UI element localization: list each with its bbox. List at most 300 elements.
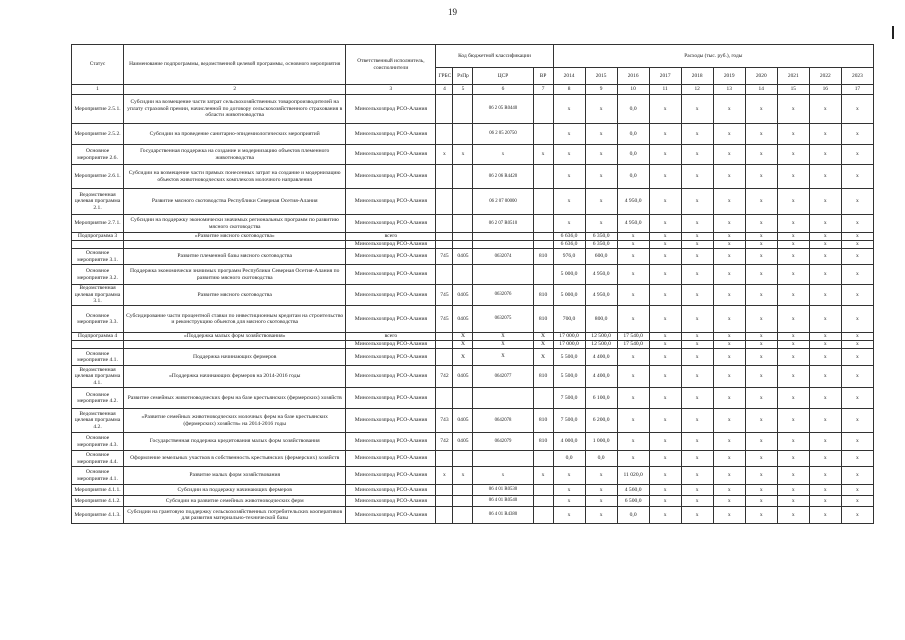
column-number: 15 bbox=[777, 85, 809, 95]
row-vr: 810 bbox=[533, 306, 553, 333]
row-year-value: x bbox=[745, 388, 777, 409]
row-year-value: x bbox=[713, 366, 745, 388]
row-year-value: x bbox=[585, 165, 617, 189]
row-year-value: x bbox=[681, 388, 713, 409]
row-year-value: x bbox=[681, 145, 713, 165]
row-year-value: 0,0 bbox=[617, 165, 649, 189]
row-year-value: x bbox=[777, 366, 809, 388]
row-year-value: x bbox=[713, 333, 745, 341]
row-year-value: x bbox=[745, 349, 777, 366]
row-year-value: x bbox=[841, 233, 873, 241]
row-year-value: x bbox=[649, 306, 681, 333]
row-grbs: 745 bbox=[436, 249, 453, 265]
row-year-value: x bbox=[681, 496, 713, 507]
row-year-value: x bbox=[841, 124, 873, 145]
row-rzpr: x bbox=[453, 145, 473, 165]
row-year-value: x bbox=[585, 95, 617, 124]
row-year-value: x bbox=[617, 241, 649, 249]
row-year-value: x bbox=[649, 95, 681, 124]
row-executor: Минсельхозпрод РСО-Алания bbox=[346, 95, 436, 124]
row-grbs bbox=[436, 189, 453, 215]
header-year: 2021 bbox=[777, 68, 809, 85]
row-year-value: x bbox=[713, 265, 745, 285]
row-status: Основное мероприятие 4.2. bbox=[72, 388, 124, 409]
row-executor: Минсельхозпрод РСО-Алания bbox=[346, 496, 436, 507]
row-year-value: x bbox=[809, 233, 841, 241]
row-year-value: x bbox=[681, 451, 713, 467]
column-number: 7 bbox=[533, 85, 553, 95]
row-grbs bbox=[436, 165, 453, 189]
row-name bbox=[124, 241, 346, 249]
row-csr: 06 4 01 R4380 bbox=[473, 507, 533, 524]
row-rzpr bbox=[453, 233, 473, 241]
row-year-value: x bbox=[745, 333, 777, 341]
row-year-value: x bbox=[585, 496, 617, 507]
row-year-value: x bbox=[841, 249, 873, 265]
row-year-value: x bbox=[841, 95, 873, 124]
column-number: 9 bbox=[585, 85, 617, 95]
row-year-value: x bbox=[777, 496, 809, 507]
row-year-value: x bbox=[841, 265, 873, 285]
row-vr bbox=[533, 165, 553, 189]
row-year-value: x bbox=[809, 249, 841, 265]
row-year-value: x bbox=[713, 189, 745, 215]
header-year: 2015 bbox=[585, 68, 617, 85]
row-name: Субсидии на возмещение части прямых понесенных затрат на создание и модернизацию объектов животноводческих комплексов молочного направления bbox=[124, 165, 346, 189]
row-rzpr bbox=[453, 95, 473, 124]
row-year-value: x bbox=[809, 95, 841, 124]
header-budget-code: Код бюджетной классификации bbox=[436, 45, 553, 68]
row-year-value: x bbox=[585, 507, 617, 524]
row-status: Ведомственная целевая программа 3.1. bbox=[72, 285, 124, 306]
row-csr: 06 2 05 20750 bbox=[473, 124, 533, 145]
row-grbs bbox=[436, 341, 453, 349]
row-vr bbox=[533, 388, 553, 409]
row-year-value: 11 020,0 bbox=[617, 467, 649, 485]
row-grbs bbox=[436, 333, 453, 341]
header-expenses: Расходы (тыс. руб.), годы bbox=[553, 45, 873, 68]
row-executor: Минсельхозпрод РСО-Алания bbox=[346, 507, 436, 524]
row-year-value: x bbox=[841, 165, 873, 189]
row-grbs bbox=[436, 215, 453, 233]
table-row bbox=[72, 306, 874, 333]
row-year-value: x bbox=[777, 249, 809, 265]
row-grbs: x bbox=[436, 467, 453, 485]
row-year-value: x bbox=[681, 165, 713, 189]
row-year-value: x bbox=[617, 285, 649, 306]
row-status bbox=[72, 341, 124, 349]
row-year-value: 6 350,0 bbox=[585, 233, 617, 241]
header-year: 2022 bbox=[809, 68, 841, 85]
row-year-value: x bbox=[809, 409, 841, 433]
row-name: «Поддержка начинающих фермеров на 2014-2016 годы bbox=[124, 366, 346, 388]
row-year-value: x bbox=[617, 306, 649, 333]
row-vr: X bbox=[533, 333, 553, 341]
row-year-value: 0,0 bbox=[585, 451, 617, 467]
row-year-value: x bbox=[713, 124, 745, 145]
row-name: Поддержка экономически значимых программ Республики Северная Осетия-Алания по развитию мясного скотоводства bbox=[124, 265, 346, 285]
row-rzpr bbox=[453, 189, 473, 215]
row-year-value: x bbox=[553, 215, 585, 233]
row-name: «Развитие мясного скотоводства» bbox=[124, 233, 346, 241]
row-year-value: x bbox=[745, 507, 777, 524]
row-year-value: x bbox=[745, 249, 777, 265]
row-rzpr: 0405 bbox=[453, 366, 473, 388]
row-executor: Минсельхозпрод РСО-Алания bbox=[346, 285, 436, 306]
row-year-value: x bbox=[713, 145, 745, 165]
row-year-value: x bbox=[681, 189, 713, 215]
row-executor: Минсельхозпрод РСО-Алания bbox=[346, 451, 436, 467]
row-year-value: x bbox=[617, 249, 649, 265]
row-year-value: x bbox=[777, 95, 809, 124]
row-year-value: x bbox=[809, 433, 841, 451]
row-year-value: 17 540,0 bbox=[617, 341, 649, 349]
row-vr: x bbox=[533, 145, 553, 165]
row-year-value: x bbox=[713, 95, 745, 124]
row-vr bbox=[533, 507, 553, 524]
row-year-value: x bbox=[841, 341, 873, 349]
row-name: Развитие мясного скотоводства Республики Северная Осетия-Алания bbox=[124, 189, 346, 215]
row-csr: X bbox=[473, 341, 533, 349]
row-year-value: x bbox=[841, 366, 873, 388]
row-rzpr bbox=[453, 451, 473, 467]
row-year-value: x bbox=[841, 306, 873, 333]
row-name: Субсидии на поддержку экономически значимых региональных программ по развитию мясного скотоводства bbox=[124, 215, 346, 233]
row-year-value: x bbox=[553, 467, 585, 485]
row-year-value: x bbox=[777, 265, 809, 285]
row-year-value: x bbox=[681, 409, 713, 433]
header-code-col: ГРБС bbox=[436, 68, 453, 85]
row-year-value: 0,0 bbox=[617, 145, 649, 165]
table-row bbox=[72, 341, 874, 349]
column-number: 13 bbox=[713, 85, 745, 95]
row-vr bbox=[533, 265, 553, 285]
row-year-value: x bbox=[713, 467, 745, 485]
row-year-value: x bbox=[745, 306, 777, 333]
row-executor: Минсельхозпрод РСО-Алания bbox=[346, 265, 436, 285]
row-rzpr bbox=[453, 215, 473, 233]
row-year-value: x bbox=[777, 388, 809, 409]
row-rzpr bbox=[453, 507, 473, 524]
row-year-value: x bbox=[585, 189, 617, 215]
row-year-value: x bbox=[617, 388, 649, 409]
scan-edge-mark bbox=[892, 26, 894, 39]
table-row bbox=[72, 215, 874, 233]
row-year-value: x bbox=[777, 349, 809, 366]
column-number: 3 bbox=[346, 85, 436, 95]
header-executor: Ответственный исполнитель, соисполнители bbox=[346, 45, 436, 85]
row-status: Ведомственная целевая программа 4.2. bbox=[72, 409, 124, 433]
table-row bbox=[72, 265, 874, 285]
row-csr: 06 2 07 00000 bbox=[473, 189, 533, 215]
row-year-value: 12 500,0 bbox=[585, 341, 617, 349]
row-rzpr: X bbox=[453, 341, 473, 349]
column-number: 8 bbox=[553, 85, 585, 95]
row-year-value: 7 500,0 bbox=[553, 409, 585, 433]
row-year-value: x bbox=[585, 215, 617, 233]
row-year-value: x bbox=[681, 249, 713, 265]
column-number: 12 bbox=[681, 85, 713, 95]
row-status: Основное мероприятие 4.3. bbox=[72, 433, 124, 451]
row-csr: 0632076 bbox=[473, 285, 533, 306]
column-number: 14 bbox=[745, 85, 777, 95]
row-year-value: 17 540,0 bbox=[617, 333, 649, 341]
row-year-value: x bbox=[809, 349, 841, 366]
row-status: Основное мероприятие 3.3. bbox=[72, 306, 124, 333]
row-grbs: 745 bbox=[436, 285, 453, 306]
row-year-value: 4 950,0 bbox=[585, 285, 617, 306]
row-year-value: x bbox=[841, 241, 873, 249]
row-executor: Минсельхозпрод РСО-Алания bbox=[346, 349, 436, 366]
row-status: Основное мероприятие 3.1. bbox=[72, 249, 124, 265]
table-row bbox=[72, 285, 874, 306]
row-year-value: x bbox=[649, 124, 681, 145]
row-year-value: x bbox=[713, 451, 745, 467]
row-year-value: x bbox=[681, 306, 713, 333]
row-csr bbox=[473, 233, 533, 241]
row-status: Подпрограмма 4 bbox=[72, 333, 124, 341]
header-code-col: ВР bbox=[533, 68, 553, 85]
header-year: 2023 bbox=[841, 68, 873, 85]
row-status: Мероприятие 4.1.2. bbox=[72, 496, 124, 507]
row-vr bbox=[533, 233, 553, 241]
row-year-value: x bbox=[745, 451, 777, 467]
row-name: Развитие мясного скотоводства bbox=[124, 285, 346, 306]
row-year-value: x bbox=[745, 95, 777, 124]
row-csr: 06 4 01 R0530 bbox=[473, 485, 533, 496]
row-year-value: x bbox=[681, 95, 713, 124]
row-year-value: x bbox=[553, 124, 585, 145]
row-name: «Развитие семейных животноводческих молочных ферм на базе крестьянских (фермерских) хозяйств» на 2014-2016 годы bbox=[124, 409, 346, 433]
row-status: Мероприятие 2.7.1. bbox=[72, 215, 124, 233]
row-year-value: x bbox=[809, 485, 841, 496]
row-year-value: x bbox=[777, 341, 809, 349]
row-csr: 0632074 bbox=[473, 249, 533, 265]
column-number: 10 bbox=[617, 85, 649, 95]
row-executor: Минсельхозпрод РСО-Алания bbox=[346, 467, 436, 485]
row-status: Основное мероприятие 4.1. bbox=[72, 467, 124, 485]
row-year-value: x bbox=[617, 409, 649, 433]
row-csr bbox=[473, 388, 533, 409]
row-grbs bbox=[436, 233, 453, 241]
column-number: 2 bbox=[124, 85, 346, 95]
row-year-value: x bbox=[745, 409, 777, 433]
row-year-value: x bbox=[809, 467, 841, 485]
row-year-value: x bbox=[713, 388, 745, 409]
row-year-value: x bbox=[649, 341, 681, 349]
row-year-value: x bbox=[649, 189, 681, 215]
row-executor: Минсельхозпрод РСО-Алания bbox=[346, 215, 436, 233]
column-number: 5 bbox=[453, 85, 473, 95]
row-year-value: x bbox=[713, 249, 745, 265]
row-year-value: x bbox=[809, 507, 841, 524]
row-executor: Минсельхозпрод РСО-Алания bbox=[346, 433, 436, 451]
table-row bbox=[72, 496, 874, 507]
row-year-value: x bbox=[809, 189, 841, 215]
row-year-value: 6 500,0 bbox=[617, 496, 649, 507]
row-year-value: x bbox=[713, 507, 745, 524]
row-year-value: x bbox=[649, 233, 681, 241]
row-vr bbox=[533, 496, 553, 507]
row-year-value: x bbox=[649, 333, 681, 341]
row-executor: Минсельхозпрод РСО-Алания bbox=[346, 341, 436, 349]
row-name: Государственная поддержка кредитования малых форм хозяйствования bbox=[124, 433, 346, 451]
row-status: Основное мероприятие 4.1. bbox=[72, 349, 124, 366]
row-status: Ведомственная целевая программа 2.1. bbox=[72, 189, 124, 215]
row-year-value: x bbox=[809, 366, 841, 388]
row-year-value: 4 950,0 bbox=[617, 189, 649, 215]
row-year-value: x bbox=[745, 433, 777, 451]
row-year-value: x bbox=[713, 349, 745, 366]
row-year-value: x bbox=[777, 433, 809, 451]
row-year-value: x bbox=[649, 349, 681, 366]
row-rzpr bbox=[453, 265, 473, 285]
row-year-value: x bbox=[745, 124, 777, 145]
row-csr: x bbox=[473, 145, 533, 165]
row-year-value: x bbox=[777, 189, 809, 215]
row-year-value: x bbox=[713, 485, 745, 496]
row-year-value: 0,0 bbox=[617, 124, 649, 145]
row-csr: 0642079 bbox=[473, 433, 533, 451]
header-year: 2018 bbox=[681, 68, 713, 85]
row-grbs: x bbox=[436, 145, 453, 165]
budget-table bbox=[71, 44, 874, 524]
row-year-value: 6 350,0 bbox=[585, 241, 617, 249]
header-year: 2020 bbox=[745, 68, 777, 85]
row-year-value: x bbox=[553, 189, 585, 215]
row-year-value: x bbox=[745, 285, 777, 306]
row-vr bbox=[533, 485, 553, 496]
row-year-value: x bbox=[681, 349, 713, 366]
row-year-value: x bbox=[681, 333, 713, 341]
row-vr bbox=[533, 215, 553, 233]
row-year-value: x bbox=[777, 285, 809, 306]
row-year-value: 17 000,0 bbox=[553, 333, 585, 341]
row-grbs bbox=[436, 496, 453, 507]
row-year-value: x bbox=[553, 165, 585, 189]
row-csr: 06 2 06 R4420 bbox=[473, 165, 533, 189]
row-year-value: x bbox=[777, 507, 809, 524]
table-row bbox=[72, 241, 874, 249]
row-status: Мероприятие 2.6.1. bbox=[72, 165, 124, 189]
row-year-value: x bbox=[681, 467, 713, 485]
row-year-value: x bbox=[777, 215, 809, 233]
row-year-value: x bbox=[745, 215, 777, 233]
table-row bbox=[72, 451, 874, 467]
row-year-value: 5 000,0 bbox=[553, 265, 585, 285]
row-year-value: x bbox=[681, 241, 713, 249]
header-code-col: РзПр bbox=[453, 68, 473, 85]
row-year-value: x bbox=[745, 233, 777, 241]
row-year-value: 4 000,0 bbox=[553, 433, 585, 451]
row-year-value: x bbox=[585, 124, 617, 145]
row-vr: X bbox=[533, 349, 553, 366]
row-year-value: 4 950,0 bbox=[617, 215, 649, 233]
row-year-value: x bbox=[681, 433, 713, 451]
row-name: Поддержка начинающих фермеров bbox=[124, 349, 346, 366]
row-rzpr: X bbox=[453, 333, 473, 341]
row-rzpr: 0405 bbox=[453, 249, 473, 265]
row-grbs bbox=[436, 95, 453, 124]
row-year-value: x bbox=[553, 496, 585, 507]
row-grbs bbox=[436, 349, 453, 366]
row-year-value: x bbox=[777, 124, 809, 145]
table-row bbox=[72, 165, 874, 189]
row-grbs: 745 bbox=[436, 306, 453, 333]
row-vr: 810 bbox=[533, 433, 553, 451]
column-number: 11 bbox=[649, 85, 681, 95]
row-year-value: x bbox=[777, 233, 809, 241]
row-executor: Минсельхозпрод РСО-Алания bbox=[346, 124, 436, 145]
row-status: Основное мероприятие 3.2. bbox=[72, 265, 124, 285]
row-year-value: x bbox=[745, 145, 777, 165]
row-year-value: 0,0 bbox=[617, 95, 649, 124]
header-year: 2017 bbox=[649, 68, 681, 85]
row-executor: Минсельхозпрод РСО-Алания bbox=[346, 306, 436, 333]
row-year-value: 4 950,0 bbox=[585, 265, 617, 285]
row-year-value: x bbox=[777, 485, 809, 496]
row-grbs bbox=[436, 124, 453, 145]
table-row bbox=[72, 507, 874, 524]
row-year-value: x bbox=[777, 145, 809, 165]
row-year-value: x bbox=[745, 189, 777, 215]
row-year-value: x bbox=[681, 215, 713, 233]
row-year-value: 0,0 bbox=[617, 507, 649, 524]
row-year-value: 4 560,0 bbox=[617, 485, 649, 496]
row-year-value: x bbox=[617, 451, 649, 467]
column-number: 1 bbox=[72, 85, 124, 95]
row-year-value: x bbox=[809, 215, 841, 233]
row-vr bbox=[533, 451, 553, 467]
row-csr: 06 2 07 R0510 bbox=[473, 215, 533, 233]
row-name: Субсидии на возмещение части затрат сельскохозяйственных товаропроизводителей на уплату страховой премии, начисленной по договору сельскохозяйственного страхования в области животноводства bbox=[124, 95, 346, 124]
row-name: «Поддержка малых форм хозяйствования» bbox=[124, 333, 346, 341]
row-csr: 0642078 bbox=[473, 409, 533, 433]
row-executor: Минсельхозпрод РСО-Алания bbox=[346, 241, 436, 249]
row-rzpr bbox=[453, 388, 473, 409]
row-csr: 0632075 bbox=[473, 306, 533, 333]
row-grbs: 742 bbox=[436, 433, 453, 451]
row-vr bbox=[533, 124, 553, 145]
row-year-value: x bbox=[713, 233, 745, 241]
row-grbs bbox=[436, 451, 453, 467]
row-year-value: x bbox=[553, 145, 585, 165]
row-year-value: x bbox=[841, 496, 873, 507]
row-csr: X bbox=[473, 349, 533, 366]
row-name: Субсидии на проведение санитарно-эпидемиологических мероприятий bbox=[124, 124, 346, 145]
row-status: Основное мероприятие 4.4. bbox=[72, 451, 124, 467]
row-year-value: x bbox=[585, 145, 617, 165]
row-year-value: x bbox=[681, 341, 713, 349]
row-vr bbox=[533, 95, 553, 124]
row-name: Субсидии на поддержку начинающих фермеров bbox=[124, 485, 346, 496]
row-grbs: 742 bbox=[436, 366, 453, 388]
table-row bbox=[72, 145, 874, 165]
row-year-value: x bbox=[777, 306, 809, 333]
row-rzpr bbox=[453, 496, 473, 507]
row-year-value: x bbox=[649, 467, 681, 485]
row-year-value: 1 000,0 bbox=[585, 433, 617, 451]
row-year-value: x bbox=[777, 467, 809, 485]
row-year-value: x bbox=[841, 485, 873, 496]
row-name: Развитие семейных животноводческих ферм на базе крестьянских (фермерских) хозяйств bbox=[124, 388, 346, 409]
row-name: Субсидии на грантовую поддержку сельскохозяйственных потребительских кооперативов для развития материально-технической базы bbox=[124, 507, 346, 524]
table-row bbox=[72, 124, 874, 145]
row-year-value: x bbox=[841, 388, 873, 409]
row-year-value: x bbox=[809, 124, 841, 145]
row-year-value: x bbox=[649, 241, 681, 249]
row-year-value: x bbox=[809, 333, 841, 341]
